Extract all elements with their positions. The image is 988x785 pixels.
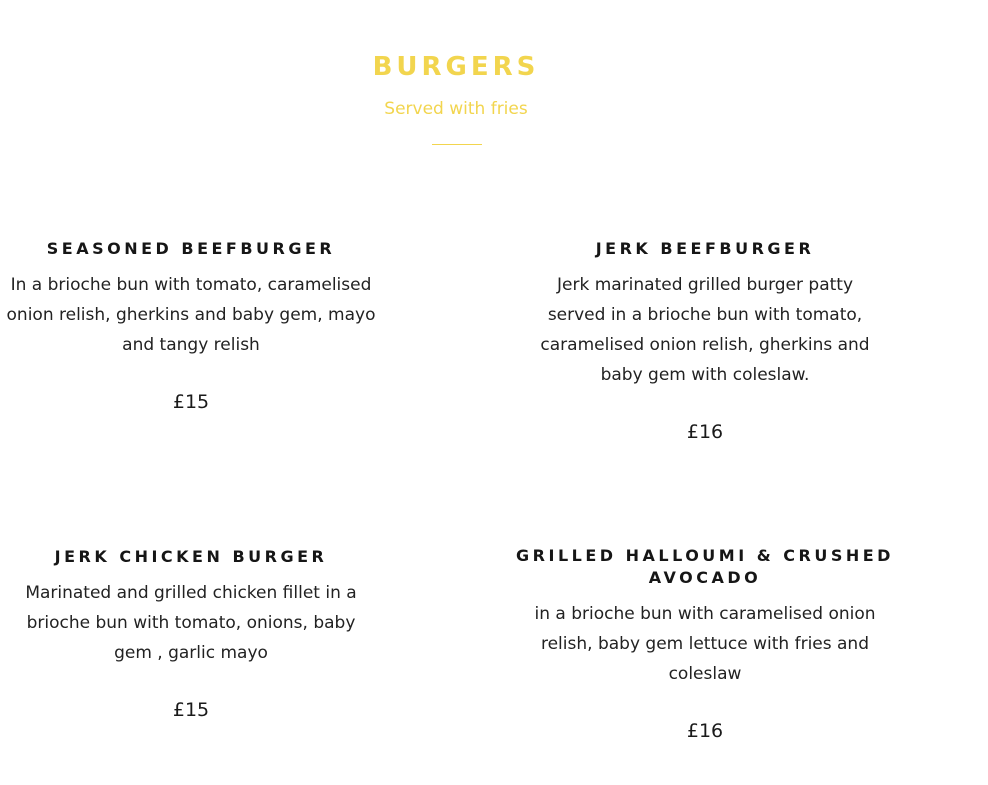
section-subtitle: Served with fries — [384, 99, 528, 119]
menu-item-grilled-halloumi — [505, 545, 905, 744]
menu-item-name: SEASONED BEEFBURGER — [46, 239, 336, 258]
menu-item-name: JERK CHICKEN BURGER — [54, 547, 328, 566]
menu-item-price: £16 — [686, 720, 724, 742]
menu-item-description: in a brioche bun with caramelised onion relish, baby gem lettuce with fries and coleslaw — [534, 604, 876, 684]
section-divider — [432, 144, 482, 145]
menu-item-description: Jerk marinated grilled burger patty served in a brioche bun with tomato, caramelised onion relish, gherkins and baby gem with coleslaw. — [540, 275, 870, 385]
menu-item-price: £15 — [172, 391, 210, 413]
menu-item-seasoned-beefburger — [0, 238, 382, 415]
menu-item-description: Marinated and grilled chicken fillet in a brioche bun with tomato, onions, baby gem , garlic mayo — [25, 583, 357, 663]
menu-item-jerk-beefburger — [520, 238, 890, 445]
menu-item-name: JERK BEEFBURGER — [595, 239, 815, 258]
menu-item-price: £15 — [172, 699, 210, 721]
menu-item-name: GRILLED HALLOUMI & CRUSHED AVOCADO — [516, 546, 894, 587]
menu-item-price: £16 — [686, 421, 724, 443]
section-title: BURGERS — [372, 52, 540, 82]
menu-item-description: In a brioche bun with tomato, caramelised onion relish, gherkins and baby gem, mayo and tangy relish — [6, 275, 376, 355]
menu-item-jerk-chicken-burger — [0, 546, 382, 723]
